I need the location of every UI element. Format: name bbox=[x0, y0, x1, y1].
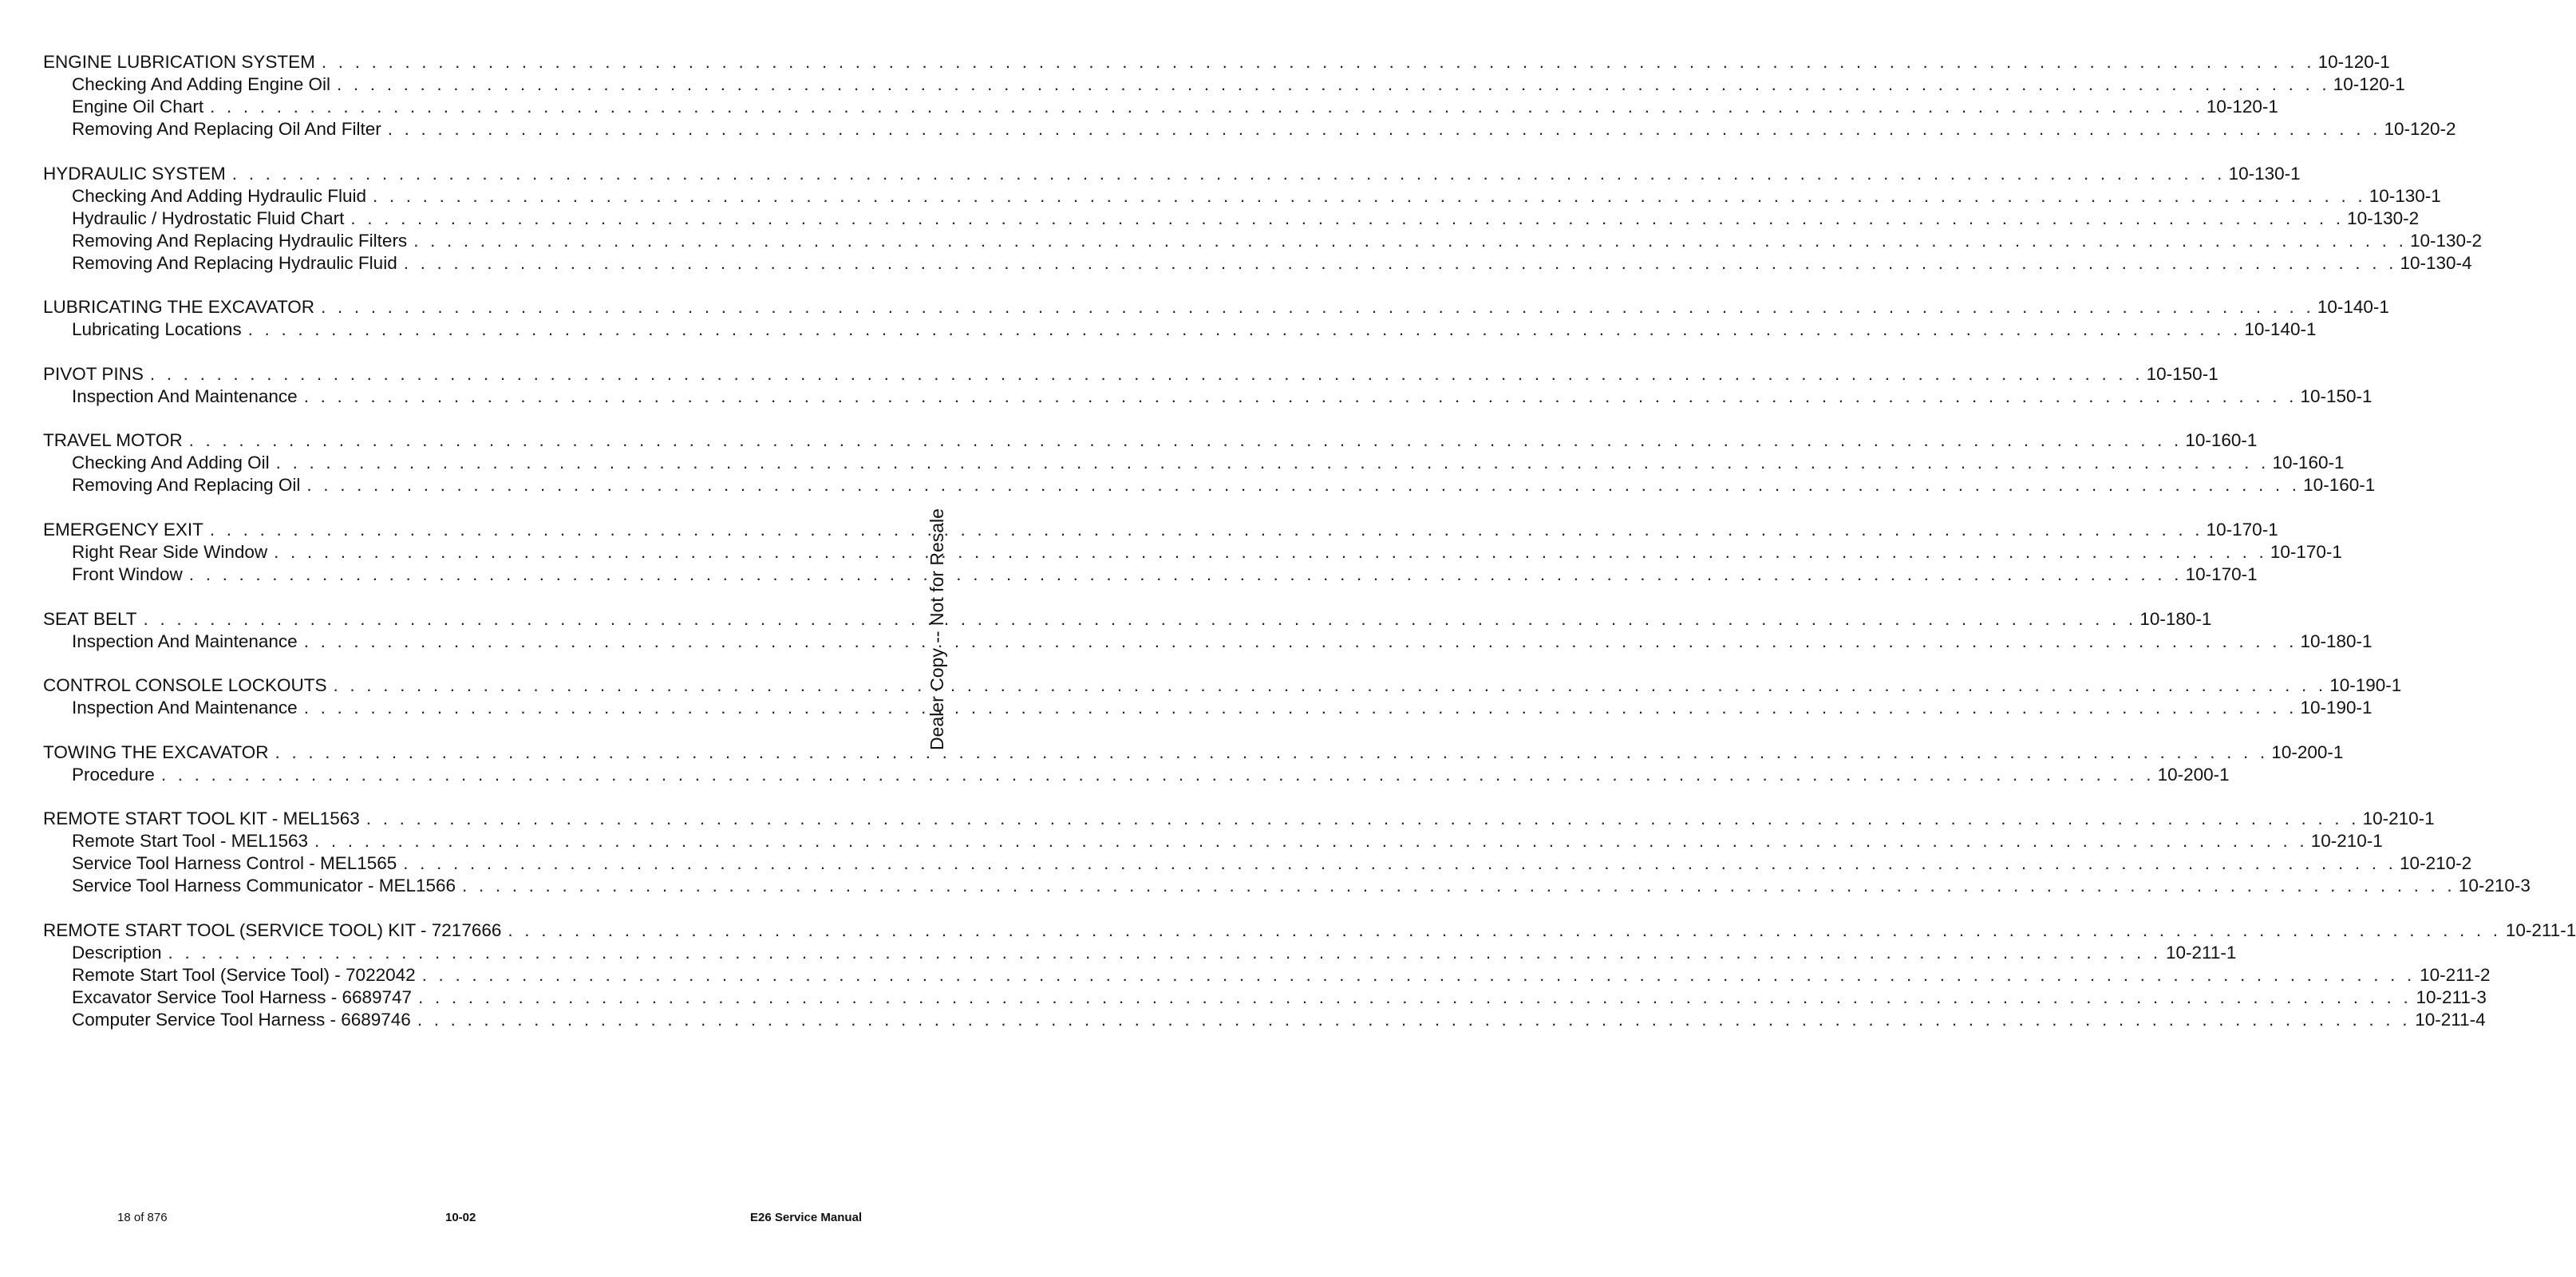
toc-entry-title: PIVOT PINS bbox=[43, 363, 144, 384]
toc-entry-title: Procedure bbox=[72, 764, 155, 785]
toc-section bbox=[43, 429, 2376, 496]
toc-entry-title: Front Window bbox=[72, 563, 183, 584]
toc-entry-title: TRAVEL MOTOR bbox=[43, 430, 183, 451]
toc-entry-title: SEAT BELT bbox=[43, 608, 137, 629]
toc-subentry bbox=[43, 73, 2405, 96]
dot-leader: . . . . . . . . . . . . . . . . . . . . . . . . . . . . . . . . . . . . . . . . . . . . . . . . . . . . . . . . . . . . . . . . . . . . . . . . . . . . . . . . . . . . . . . . . . . . . . . . . . . . . . . . . . . . . . . . . . . . . . . . bbox=[306, 475, 2301, 496]
toc-entry-title: Inspection And Maintenance bbox=[72, 385, 298, 406]
footer-page-number: 10-02 bbox=[445, 1211, 476, 1224]
toc-subentry bbox=[43, 541, 2342, 563]
toc-entry-title: Checking And Adding Hydraulic Fluid bbox=[72, 185, 366, 206]
toc-entry-page: 10-180-1 bbox=[2300, 631, 2373, 651]
toc-entry-page: 10-211-3 bbox=[2416, 986, 2487, 1007]
toc-entry-page: 10-160-1 bbox=[2185, 430, 2258, 451]
toc-entry-title: REMOTE START TOOL KIT - MEL1563 bbox=[43, 809, 360, 829]
toc-subentry bbox=[43, 230, 2483, 252]
toc-entry-title: TOWING THE EXCAVATOR bbox=[43, 741, 269, 762]
toc-entry-title: Right Rear Side Window bbox=[72, 541, 268, 562]
toc-subentry bbox=[43, 1009, 2486, 1031]
toc-section-heading bbox=[43, 919, 2576, 942]
dot-leader: . . . . . . . . . . . . . . . . . . . . . . . . . . . . . . . . . . . . . . . . . . . . . . . . . . . . . . . . . . . . . . . . . . . . . . . . . . . . . . . . . . . . . . . . . . . . . . . . . . . . . . . . . . . . . . . . . . . . . . . . bbox=[508, 919, 2502, 940]
toc-subentry bbox=[43, 852, 2472, 875]
toc-subentry bbox=[43, 942, 2237, 964]
toc-entry-page: 10-130-4 bbox=[2400, 252, 2472, 273]
footer-page-count: 18 of 876 bbox=[117, 1211, 168, 1224]
toc-subentry bbox=[43, 118, 2456, 140]
toc-entry-title: EMERGENCY EXIT bbox=[43, 519, 203, 540]
toc-section bbox=[43, 363, 2373, 408]
dot-leader: . . . . . . . . . . . . . . . . . . . . . . . . . . . . . . . . . . . . . . . . . . . . . . . . . . . . . . . . . . . . . . . . . . . . . . . . . . . . . . . . . . . . . . . . . . . . . . . . . . . . . . . . . . . . . . . . . . . . . . . . bbox=[350, 208, 2345, 228]
toc-entry-title: Service Tool Harness Control - MEL1565 bbox=[72, 853, 397, 874]
dot-leader: . . . . . . . . . . . . . . . . . . . . . . . . . . . . . . . . . . . . . . . . . . . . . . . . . . . . . . . . . . . . . . . . . . . . . . . . . . . . . . . . . . . . . . . . . . . . . . . . . . . . . . . . . . . . . . . . . . . . . . . . bbox=[143, 608, 2137, 629]
toc-entry-title: Engine Oil Chart bbox=[72, 97, 204, 117]
toc-entry-title: Removing And Replacing Hydraulic Filters bbox=[72, 230, 408, 251]
footer-manual-title: E26 Service Manual bbox=[750, 1211, 863, 1224]
toc-section bbox=[43, 808, 2531, 897]
dot-leader: . . . . . . . . . . . . . . . . . . . . . . . . . . . . . . . . . . . . . . . . . . . . . . . . . . . . . . . . . . . . . . . . . . . . . . . . . . . . . . . . . . . . . . . . . . . . . . . . . . . . . . . . . . . . . . . . . . . . . . . . bbox=[275, 453, 2270, 473]
toc-section-heading bbox=[43, 674, 2402, 697]
toc-entry-page: 10-120-2 bbox=[2384, 119, 2456, 139]
dot-leader: . . . . . . . . . . . . . . . . . . . . . . . . . . . . . . . . . . . . . . . . . . . . . . . . . . . . . . . . . . . . . . . . . . . . . . . . . . . . . . . . . . . . . . . . . . . . . . . . . . . . . . . . . . . . . . . . . . . . . . . . bbox=[247, 319, 2242, 340]
toc-section-heading bbox=[43, 296, 2389, 318]
dot-leader: . . . . . . . . . . . . . . . . . . . . . . . . . . . . . . . . . . . . . . . . . . . . . . . . . . . . . . . . . . . . . . . . . . . . . . . . . . . . . . . . . . . . . . . . . . . . . . . . . . . . . . . . . . . . . . . . . . . . . . . . bbox=[303, 385, 2297, 406]
toc-entry-page: 10-120-1 bbox=[2333, 74, 2405, 94]
toc-entry-title: HYDRAULIC SYSTEM bbox=[43, 163, 226, 184]
toc-subentry bbox=[43, 563, 2258, 586]
toc-section-heading bbox=[43, 429, 2258, 452]
dot-leader: . . . . . . . . . . . . . . . . . . . . . . . . . . . . . . . . . . . . . . . . . . . . . . . . . . . . . . . . . . . . . . . . . . . . . . . . . . . . . . . . . . . . . . . . . . . . . . . . . . . . . . . . . . . . . . . . . . . . . . . . bbox=[303, 631, 2297, 651]
toc-subentry bbox=[43, 986, 2487, 1009]
toc-entry-title: Lubricating Locations bbox=[72, 319, 242, 340]
toc-entry-title: Remote Start Tool - MEL1563 bbox=[72, 831, 308, 852]
toc-entry-page: 10-170-1 bbox=[2270, 541, 2342, 562]
dot-leader: . . . . . . . . . . . . . . . . . . . . . . . . . . . . . . . . . . . . . . . . . . . . . . . . . . . . . . . . . . . . . . . . . . . . . . . . . . . . . . . . . . . . . . . . . . . . . . . . . . . . . . . . . . . . . . . . . . . . . . . . bbox=[336, 74, 2330, 94]
dot-leader: . . . . . . . . . . . . . . . . . . . . . . . . . . . . . . . . . . . . . . . . . . . . . . . . . . . . . . . . . . . . . . . . . . . . . . . . . . . . . . . . . . . . . . . . . . . . . . . . . . . . . . . . . . . . . . . . . . . . . . . . bbox=[462, 876, 2455, 896]
toc-section bbox=[43, 608, 2373, 653]
toc-section bbox=[43, 741, 2344, 786]
toc-entry-title: Service Tool Harness Communicator - MEL1566 bbox=[72, 876, 456, 896]
toc-section-heading bbox=[43, 608, 2212, 631]
dot-leader: . . . . . . . . . . . . . . . . . . . . . . . . . . . . . . . . . . . . . . . . . . . . . . . . . . . . . . . . . . . . . . . . . . . . . . . . . . . . . . . . . . . . . . . . . . . . . . . . . . . . . . . . . . . . . . . . . . . . . . . . bbox=[209, 519, 2203, 540]
toc-entry-page: 10-190-1 bbox=[2329, 675, 2402, 696]
dot-leader: . . . . . . . . . . . . . . . . . . . . . . . . . . . . . . . . . . . . . . . . . . . . . . . . . . . . . . . . . . . . . . . . . . . . . . . . . . . . . . . . . . . . . . . . . . . . . . . . . . . . . . . . . . . . . . . . . . . . . . . . bbox=[160, 764, 2155, 785]
toc-entry-title: Checking And Adding Oil bbox=[72, 453, 270, 473]
toc-entry-title: Inspection And Maintenance bbox=[72, 631, 298, 651]
toc-entry-title: Removing And Replacing Hydraulic Fluid bbox=[72, 252, 397, 273]
toc-entry-title: Hydraulic / Hydrostatic Fluid Chart bbox=[72, 208, 345, 228]
dot-leader: . . . . . . . . . . . . . . . . . . . . . . . . . . . . . . . . . . . . . . . . . . . . . . . . . . . . . . . . . . . . . . . . . . . . . . . . . . . . . . . . . . . . . . . . . . . . . . . . . . . . . . . . . . . . . . . . . . . . . . . . bbox=[314, 831, 2308, 852]
toc-entry-page: 10-170-1 bbox=[2206, 519, 2278, 540]
dot-leader: . . . . . . . . . . . . . . . . . . . . . . . . . . . . . . . . . . . . . . . . . . . . . . . . . . . . . . . . . . . . . . . . . . . . . . . . . . . . . . . . . . . . . . . . . . . . . . . . . . . . . . . . . . . . . . . . . . . . . . . . bbox=[333, 675, 2327, 696]
toc-entry-page: 10-211-4 bbox=[2415, 1009, 2486, 1030]
dot-leader: . . . . . . . . . . . . . . . . . . . . . . . . . . . . . . . . . . . . . . . . . . . . . . . . . . . . . . . . . . . . . . . . . . . . . . . . . . . . . . . . . . . . . . . . . . . . . . . . . . . . . . . . . . . . . . . . . . . . . . . . bbox=[321, 52, 2315, 72]
toc-entry-page: 10-200-1 bbox=[2271, 741, 2344, 762]
toc-entry-page: 10-211-2 bbox=[2420, 964, 2491, 985]
toc-section bbox=[43, 296, 2389, 341]
toc-subentry bbox=[43, 875, 2531, 897]
toc-entry-page: 10-130-2 bbox=[2347, 208, 2420, 228]
toc-entry-page: 10-210-1 bbox=[2310, 831, 2383, 852]
toc-subentry bbox=[43, 252, 2472, 275]
dot-leader: . . . . . . . . . . . . . . . . . . . . . . . . . . . . . . . . . . . . . . . . . . . . . . . . . . . . . . . . . . . . . . . . . . . . . . . . . . . . . . . . . . . . . . . . . . . . . . . . . . . . . . . . . . . . . . . . . . . . . . . . bbox=[210, 97, 2203, 117]
toc-entry-title: Computer Service Tool Harness - 6689746 bbox=[72, 1009, 411, 1030]
toc-entry-page: 10-140-1 bbox=[2244, 319, 2317, 340]
toc-entry-page: 10-140-1 bbox=[2317, 297, 2389, 318]
toc-entry-page: 10-211-1 bbox=[2505, 919, 2576, 940]
dot-leader: . . . . . . . . . . . . . . . . . . . . . . . . . . . . . . . . . . . . . . . . . . . . . . . . . . . . . . . . . . . . . . . . . . . . . . . . . . . . . . . . . . . . . . . . . . . . . . . . . . . . . . . . . . . . . . . . . . . . . . . . bbox=[418, 986, 2412, 1007]
toc-entry-page: 10-160-1 bbox=[2272, 453, 2345, 473]
toc-subentry bbox=[43, 830, 2383, 852]
toc-entry-page: 10-211-1 bbox=[2165, 942, 2237, 963]
toc-section bbox=[43, 674, 2402, 719]
toc-section bbox=[43, 163, 2483, 275]
toc-entry-page: 10-170-1 bbox=[2185, 563, 2258, 584]
dot-leader: . . . . . . . . . . . . . . . . . . . . . . . . . . . . . . . . . . . . . . . . . . . . . . . . . . . . . . . . . . . . . . . . . . . . . . . . . . . . . . . . . . . . . . . . . . . . . . . . . . . . . . . . . . . . . . . . . . . . . . . . bbox=[149, 363, 2143, 384]
toc-entry-page: 10-190-1 bbox=[2300, 698, 2373, 718]
dot-leader: . . . . . . . . . . . . . . . . . . . . . . . . . . . . . . . . . . . . . . . . . . . . . . . . . . . . . . . . . . . . . . . . . . . . . . . . . . . . . . . . . . . . . . . . . . . . . . . . . . . . . . . . . . . . . . . . . . . . . . . . bbox=[188, 563, 2183, 584]
dot-leader: . . . . . . . . . . . . . . . . . . . . . . . . . . . . . . . . . . . . . . . . . . . . . . . . . . . . . . . . . . . . . . . . . . . . . . . . . . . . . . . . . . . . . . . . . . . . . . . . . . . . . . . . . . . . . . . . . . . . . . . . bbox=[303, 698, 2297, 718]
toc-entry-title: CONTROL CONSOLE LOCKOUTS bbox=[43, 675, 327, 696]
toc-entry-title: LUBRICATING THE EXCAVATOR bbox=[43, 297, 315, 318]
toc-entry-page: 10-210-3 bbox=[2458, 876, 2531, 896]
dot-leader: . . . . . . . . . . . . . . . . . . . . . . . . . . . . . . . . . . . . . . . . . . . . . . . . . . . . . . . . . . . . . . . . . . . . . . . . . . . . . . . . . . . . . . . . . . . . . . . . . . . . . . . . . . . . . . . . . . . . . . . . bbox=[188, 430, 2183, 451]
toc-section bbox=[43, 51, 2456, 140]
toc-entry-page: 10-130-2 bbox=[2409, 230, 2483, 251]
toc-subentry bbox=[43, 631, 2373, 653]
toc-section-heading bbox=[43, 808, 2435, 830]
toc-section-heading bbox=[43, 519, 2278, 541]
toc-subentry bbox=[43, 452, 2345, 474]
dot-leader: . . . . . . . . . . . . . . . . . . . . . . . . . . . . . . . . . . . . . . . . . . . . . . . . . . . . . . . . . . . . . . . . . . . . . . . . . . . . . . . . . . . . . . . . . . . . . . . . . . . . . . . . . . . . . . . . . . . . . . . . bbox=[274, 541, 2267, 562]
toc-subentry bbox=[43, 697, 2373, 719]
toc-entry-page: 10-160-1 bbox=[2303, 475, 2376, 496]
toc-entry-title: REMOTE START TOOL (SERVICE TOOL) KIT - 7217666 bbox=[43, 919, 502, 940]
toc-section-heading bbox=[43, 741, 2344, 764]
toc-section-heading bbox=[43, 363, 2218, 385]
dot-leader: . . . . . . . . . . . . . . . . . . . . . . . . . . . . . . . . . . . . . . . . . . . . . . . . . . . . . . . . . . . . . . . . . . . . . . . . . . . . . . . . . . . . . . . . . . . . . . . . . . . . . . . . . . . . . . . . . . . . . . . . bbox=[387, 119, 2381, 139]
toc-subentry bbox=[43, 764, 2230, 786]
toc-section bbox=[43, 519, 2342, 586]
dot-leader: . . . . . . . . . . . . . . . . . . . . . . . . . . . . . . . . . . . . . . . . . . . . . . . . . . . . . . . . . . . . . . . . . . . . . . . . . . . . . . . . . . . . . . . . . . . . . . . . . . . . . . . . . . . . . . . . . . . . . . . . bbox=[168, 942, 2162, 963]
toc-subentry bbox=[43, 385, 2373, 408]
dot-leader: . . . . . . . . . . . . . . . . . . . . . . . . . . . . . . . . . . . . . . . . . . . . . . . . . . . . . . . . . . . . . . . . . . . . . . . . . . . . . . . . . . . . . . . . . . . . . . . . . . . . . . . . . . . . . . . . . . . . . . . . bbox=[321, 297, 2314, 318]
toc-entry-page: 10-130-1 bbox=[2369, 185, 2441, 206]
dot-leader: . . . . . . . . . . . . . . . . . . . . . . . . . . . . . . . . . . . . . . . . . . . . . . . . . . . . . . . . . . . . . . . . . . . . . . . . . . . . . . . . . . . . . . . . . . . . . . . . . . . . . . . . . . . . . . . . . . . . . . . . bbox=[421, 964, 2416, 985]
dot-leader: . . . . . . . . . . . . . . . . . . . . . . . . . . . . . . . . . . . . . . . . . . . . . . . . . . . . . . . . . . . . . . . . . . . . . . . . . . . . . . . . . . . . . . . . . . . . . . . . . . . . . . . . . . . . . . . . . . . . . . . . bbox=[413, 230, 2408, 251]
toc-entry-page: 10-150-1 bbox=[2300, 385, 2373, 406]
toc-entry-title: Checking And Adding Engine Oil bbox=[72, 74, 330, 94]
toc-section-heading bbox=[43, 163, 2301, 185]
dot-leader: . . . . . . . . . . . . . . . . . . . . . . . . . . . . . . . . . . . . . . . . . . . . . . . . . . . . . . . . . . . . . . . . . . . . . . . . . . . . . . . . . . . . . . . . . . . . . . . . . . . . . . . . . . . . . . . . . . . . . . . . bbox=[403, 853, 2397, 874]
toc-subentry bbox=[43, 185, 2441, 208]
toc-subentry bbox=[43, 318, 2317, 341]
dot-leader: . . . . . . . . . . . . . . . . . . . . . . . . . . . . . . . . . . . . . . . . . . . . . . . . . . . . . . . . . . . . . . . . . . . . . . . . . . . . . . . . . . . . . . . . . . . . . . . . . . . . . . . . . . . . . . . . . . . . . . . . bbox=[403, 252, 2397, 273]
toc-entry-title: Removing And Replacing Oil And Filter bbox=[72, 119, 381, 139]
toc-section-heading bbox=[43, 51, 2390, 73]
toc-subentry bbox=[43, 474, 2376, 496]
toc-entry-page: 10-180-1 bbox=[2139, 608, 2212, 629]
toc-entry-title: Remote Start Tool (Service Tool) - 7022042 bbox=[72, 964, 416, 985]
dot-leader: . . . . . . . . . . . . . . . . . . . . . . . . . . . . . . . . . . . . . . . . . . . . . . . . . . . . . . . . . . . . . . . . . . . . . . . . . . . . . . . . . . . . . . . . . . . . . . . . . . . . . . . . . . . . . . . . . . . . . . . . bbox=[365, 809, 2360, 829]
dot-leader: . . . . . . . . . . . . . . . . . . . . . . . . . . . . . . . . . . . . . . . . . . . . . . . . . . . . . . . . . . . . . . . . . . . . . . . . . . . . . . . . . . . . . . . . . . . . . . . . . . . . . . . . . . . . . . . . . . . . . . . . bbox=[231, 163, 2226, 184]
dot-leader: . . . . . . . . . . . . . . . . . . . . . . . . . . . . . . . . . . . . . . . . . . . . . . . . . . . . . . . . . . . . . . . . . . . . . . . . . . . . . . . . . . . . . . . . . . . . . . . . . . . . . . . . . . . . . . . . . . . . . . . . bbox=[275, 741, 2269, 762]
toc-entry-title: Inspection And Maintenance bbox=[72, 698, 298, 718]
toc-entry-page: 10-200-1 bbox=[2157, 764, 2230, 785]
toc-subentry bbox=[43, 96, 2278, 118]
toc-section bbox=[43, 919, 2576, 1031]
dot-leader: . . . . . . . . . . . . . . . . . . . . . . . . . . . . . . . . . . . . . . . . . . . . . . . . . . . . . . . . . . . . . . . . . . . . . . . . . . . . . . . . . . . . . . . . . . . . . . . . . . . . . . . . . . . . . . . . . . . . . . . . bbox=[372, 185, 2366, 206]
dot-leader: . . . . . . . . . . . . . . . . . . . . . . . . . . . . . . . . . . . . . . . . . . . . . . . . . . . . . . . . . . . . . . . . . . . . . . . . . . . . . . . . . . . . . . . . . . . . . . . . . . . . . . . . . . . . . . . . . . . . . . . . bbox=[417, 1009, 2411, 1030]
toc-entry-page: 10-130-1 bbox=[2228, 163, 2301, 184]
toc-entry-page: 10-150-1 bbox=[2146, 363, 2218, 384]
toc-entry-page: 10-120-1 bbox=[2206, 97, 2278, 117]
toc-entry-title: Removing And Replacing Oil bbox=[72, 475, 301, 496]
toc-subentry bbox=[43, 964, 2491, 986]
toc-entry-page: 10-210-1 bbox=[2362, 809, 2435, 829]
toc-entry-page: 10-120-1 bbox=[2317, 52, 2390, 72]
side-watermark-text: Dealer Copy -- Not for Resale bbox=[926, 508, 947, 750]
toc-entry-page: 10-210-2 bbox=[2400, 853, 2472, 874]
toc-entry-title: Description bbox=[72, 942, 162, 963]
toc-entry-title: Excavator Service Tool Harness - 6689747 bbox=[72, 986, 413, 1007]
toc-subentry bbox=[43, 208, 2420, 230]
toc-entry-title: ENGINE LUBRICATION SYSTEM bbox=[43, 52, 315, 72]
